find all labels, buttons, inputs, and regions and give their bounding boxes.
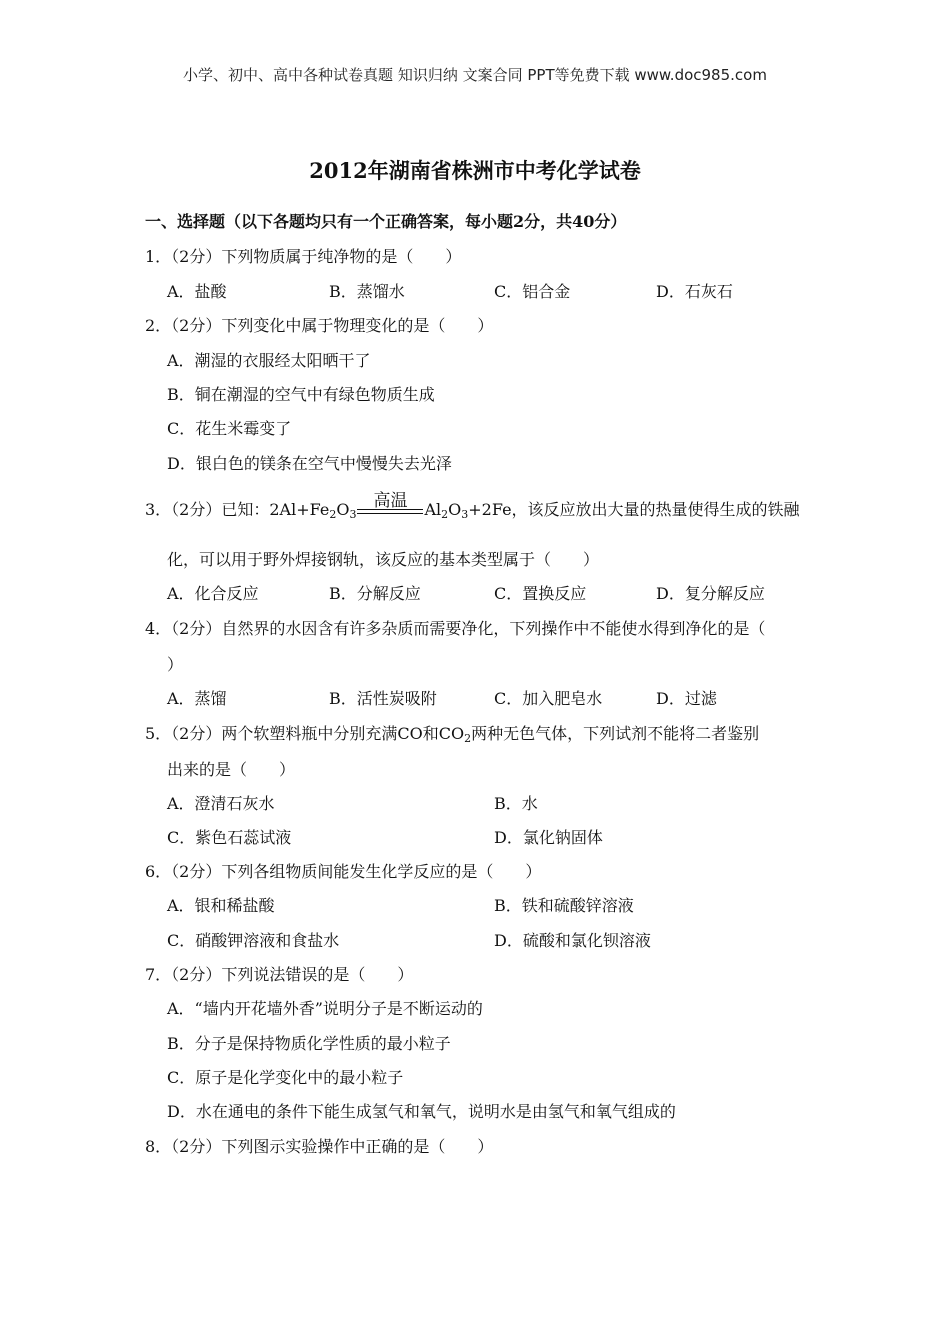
- q7-option-d: D．水在通电的条件下能生成氢气和氧气，说明水是由氢气和氧气组成的: [167, 1102, 676, 1121]
- q3-option-d: D．复分解反应: [656, 584, 765, 603]
- reaction-condition: 高温: [373, 490, 408, 511]
- q6-option-d: D．硫酸和氯化钡溶液: [494, 931, 651, 950]
- q7-option-a: A．“墙内开花墙外香”说明分子是不断运动的: [167, 999, 483, 1018]
- q3-option-b: B．分解反应: [329, 584, 421, 603]
- q5-stem-a: 5．（2分）两个软塑料瓶中分别充满CO和CO: [145, 724, 465, 743]
- question-6-stem: 6．（2分）下列各组物质间能发生化学反应的是（ ）: [145, 862, 542, 881]
- q3-sub-o: 3: [349, 508, 357, 521]
- q1-option-b: B．蒸馏水: [329, 282, 405, 301]
- q6-option-b: B．铁和硫酸锌溶液: [494, 896, 634, 915]
- question-5-stem: [145, 721, 759, 744]
- q4-option-b: B．活性炭吸附: [329, 689, 437, 708]
- page-header: 小学、初中、高中各种试卷真题 知识归纳 文案合同 PPT等免费下载 www.doc985.com: [183, 66, 767, 84]
- q4-option-c: C．加入肥皂水: [494, 689, 603, 708]
- q5-option-a: A．澄清石灰水: [167, 794, 275, 813]
- question-8-stem: 8．（2分）下列图示实验操作中正确的是（ ）: [145, 1137, 494, 1156]
- q1-option-a: A．盐酸: [167, 282, 227, 301]
- q3-al: Al: [424, 500, 442, 519]
- reaction-arrow: [357, 490, 423, 520]
- q3-sub-al: 2: [441, 508, 449, 521]
- question-3-line2: 化，可以用于野外焊接钢轨，该反应的基本类型属于（ ）: [167, 550, 600, 569]
- q2-option-c: C．花生米霉变了: [167, 419, 292, 438]
- q3-option-c: C．置换反应: [494, 584, 587, 603]
- q3-o: O: [448, 500, 462, 519]
- question-4-stem: 4．（2分）自然界的水因含有许多杂质而需要净化，下列操作中不能使水得到净化的是（: [145, 619, 766, 638]
- q1-option-c: C．铝合金: [494, 282, 571, 301]
- q7-option-b: B．分子是保持物质化学性质的最小粒子: [167, 1034, 451, 1053]
- q7-option-c: C．原子是化学变化中的最小粒子: [167, 1068, 404, 1087]
- section-heading: 一、选择题（以下各题均只有一个正确答案，每小题2分，共40分）: [145, 212, 627, 231]
- question-2-stem: 2．（2分）下列变化中属于物理变化的是（ ）: [145, 316, 494, 335]
- question-5-line2: 出来的是（ ）: [167, 760, 296, 779]
- page-title: 2012年湖南省株洲市中考化学试卷: [309, 158, 641, 183]
- q4-option-d: D．过滤: [656, 689, 717, 708]
- q5-sub: 2: [464, 732, 472, 745]
- q3-option-a: A．化合反应: [167, 584, 259, 603]
- q3-sub-fe: 2: [329, 508, 337, 521]
- q6-option-c: C．硝酸钾溶液和食盐水: [167, 931, 340, 950]
- q5-stem-b: 两种无色气体，下列试剂不能将二者鉴别: [471, 724, 760, 743]
- question-1-stem: 1．（2分）下列物质属于纯净物的是（ ）: [145, 247, 462, 266]
- q2-option-b: B．铜在潮湿的空气中有绿色物质生成: [167, 385, 435, 404]
- question-4-line2: ）: [167, 655, 184, 674]
- question-3-stem: [145, 490, 800, 521]
- q3-tail: +2Fe，该反应放出大量的热量使得生成的铁融: [468, 500, 800, 519]
- q2-option-a: A．潮湿的衣服经太阳晒干了: [167, 351, 371, 370]
- q4-option-a: A．蒸馏: [167, 689, 227, 708]
- q3-sub-o2: 3: [461, 508, 469, 521]
- q5-option-d: D．氯化钠固体: [494, 828, 603, 847]
- q5-option-b: B．水: [494, 794, 538, 813]
- q2-option-d: D．银白色的镁条在空气中慢慢失去光泽: [167, 454, 452, 473]
- q3-oxygen: O: [336, 500, 350, 519]
- q3-prefix: 3．（2分）已知：2Al+Fe: [145, 500, 330, 519]
- q1-option-d: D．石灰石: [656, 282, 733, 301]
- q6-option-a: A．银和稀盐酸: [167, 896, 275, 915]
- question-7-stem: 7．（2分）下列说法错误的是（ ）: [145, 965, 414, 984]
- q5-option-c: C．紫色石蕊试液: [167, 828, 292, 847]
